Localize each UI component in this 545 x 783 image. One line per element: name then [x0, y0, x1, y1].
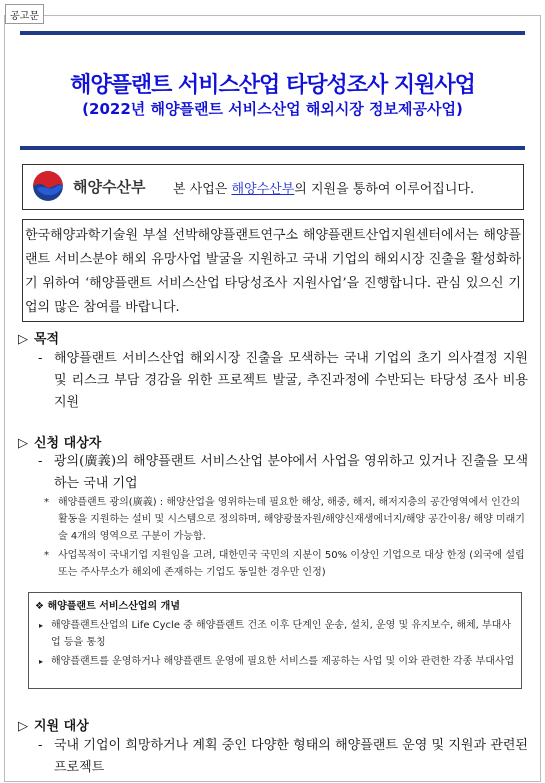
- ministry-link[interactable]: 해양수산부: [231, 182, 295, 197]
- ministry-logo-icon: [33, 171, 63, 201]
- triangle-marker-icon: ▷: [18, 719, 28, 734]
- ministry-text-after: 의 지원을 통하여 이루어집니다.: [294, 182, 475, 197]
- bullet-text: 광의(廣義)의 해양플랜트 서비스산업 분야에서 사업을 영위하고 있거나 진출을 모색하는 국내 기업: [54, 454, 528, 491]
- section-target-heading: [18, 432, 101, 451]
- triangle-marker-icon: ▷: [18, 332, 28, 347]
- dash-marker: -: [38, 351, 43, 366]
- target-note-1: [44, 494, 528, 545]
- note-text: 사업목적이 국내기업 지원임을 고려, 대한민국 국민의 지분이 50% 이상인 기업으로 대상 한정 (외국에 설립 또는 주사무소가 해외에 존재하는 기업도 동일한 경우만 인정): [58, 550, 525, 578]
- section-support-heading: [18, 715, 89, 734]
- concept-box: [28, 592, 522, 689]
- section-title: 목적: [34, 332, 60, 347]
- triangle-marker-icon: ▷: [18, 436, 28, 451]
- intro-box: [22, 219, 524, 322]
- arrow-marker-icon: ▸: [39, 657, 44, 666]
- section-purpose-heading: [18, 328, 59, 347]
- page-subtitle: (2022년 해양플랜트 서비스산업 해외시장 정보제공사업): [82, 100, 463, 118]
- concept-text: 해양플랜트산업의 Life Cycle 중 해양플랜트 건조 이후 단계인 운송, 설치, 운영 및 유지보수, 해체, 부대사업 등을 통칭: [51, 620, 511, 648]
- dash-marker: -: [38, 738, 43, 753]
- page-title: 해양플랜트 서비스산업 타당성조사 지원사업: [70, 73, 475, 98]
- asterisk-marker: *: [44, 550, 49, 561]
- ministry-logo-name: 해양수산부: [73, 178, 146, 196]
- section-title: 신청 대상자: [34, 436, 102, 451]
- asterisk-marker: *: [44, 497, 49, 508]
- top-rule: [20, 31, 525, 35]
- concept-item-2: [39, 653, 515, 670]
- intro-text: 한국해양과학기술원 부설 선박해양플랜트연구소 해양플랜트산업지원센터에서는 해양플랜트 서비스분야 해외 유망사업 발굴을 지원하고 국내 기업의 해외시장 진출을 활성화하기 위하여 ‘해양플랜트 서비스산업 타당성조사 지원사업’을 진행합니다. 관심 있으신 기업의 많은 참여를 바랍니다.: [25, 228, 521, 315]
- concept-text: 해양플랜트를 운영하거나 해양플랜트 운영에 필요한 서비스를 제공하는 사업 및 이와 관련한 각종 부대사업: [51, 656, 515, 667]
- target-note-2: [44, 547, 528, 581]
- ministry-banner: [22, 164, 524, 210]
- section-target-bullet: [38, 451, 528, 495]
- section-title: 지원 대상: [34, 719, 89, 734]
- section-support-bullet: [38, 735, 528, 779]
- dash-marker: -: [38, 454, 43, 469]
- ministry-sentence: [173, 178, 474, 197]
- bullet-text: 국내 기업이 희망하거나 계획 중인 다양한 형태의 해양플랜트 운영 및 지원과 관련된 프로젝트: [54, 738, 528, 775]
- doc-label: 공고문: [5, 4, 44, 24]
- note-text: 해양플랜트 광의(廣義) : 해양산업을 영위하는데 필요한 해상, 해중, 해저, 해저지층의 공간영역에서 인간의 활동을 지원하는 설비 및 시스템으로 정의하며, 해양광물자원/해양신재생에너지/해양 공간이용/ 해양 미래기술 4개의 영역으로 구분이 가능함.: [58, 497, 525, 542]
- bottom-rule: [20, 146, 525, 150]
- concept-title: ❖ 해양플랜트 서비스산업의 개념: [35, 601, 180, 612]
- section-purpose-bullet: [38, 348, 528, 414]
- bullet-text: 해양플랜트 서비스산업 해외시장 진출을 모색하는 국내 기업의 초기 의사결정 지원 및 리스크 부담 경감을 위한 프로젝트 발굴, 추진과정에 수반되는 타당성 조사 비용 지원: [54, 351, 528, 410]
- ministry-text-before: 본 사업은: [173, 182, 232, 197]
- arrow-marker-icon: ▸: [39, 621, 44, 630]
- concept-item-1: [39, 617, 515, 651]
